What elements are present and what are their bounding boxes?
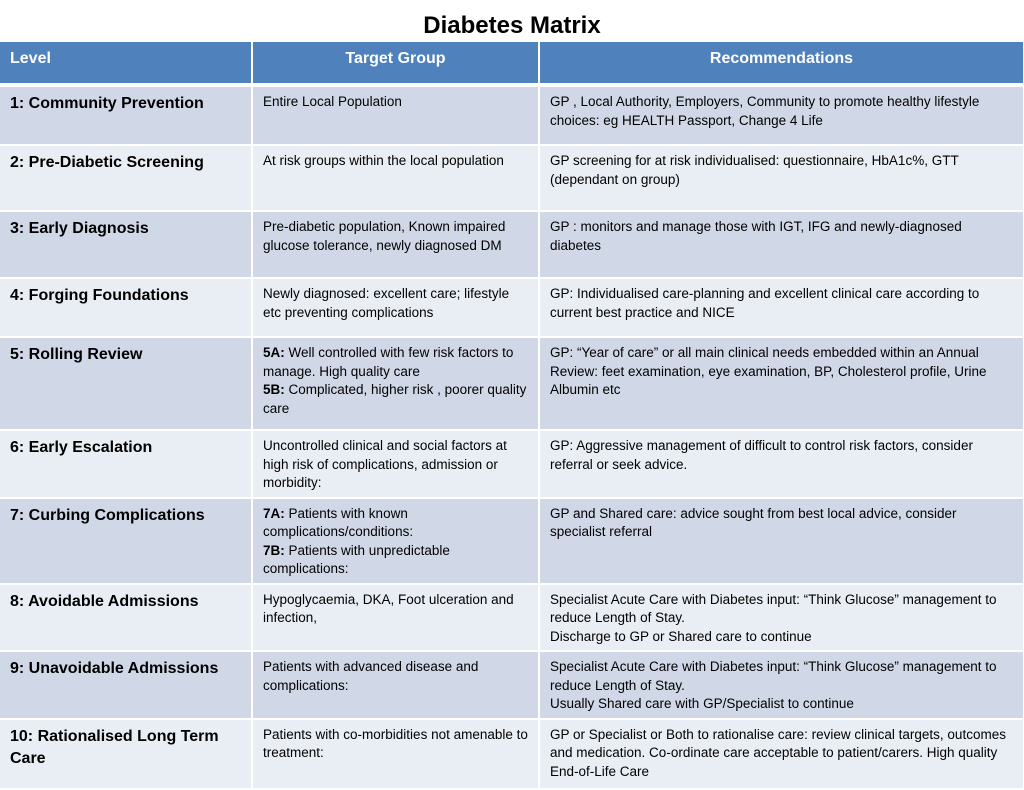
sublevel-label: 7B: bbox=[263, 542, 285, 558]
sublevel-label: 7A: bbox=[263, 505, 285, 521]
table-row bbox=[0, 719, 1024, 789]
table-row bbox=[0, 85, 1024, 145]
header-level: Level bbox=[0, 42, 252, 85]
table-row bbox=[0, 498, 1024, 584]
sublevel-text: Complicated, higher risk , poorer quality care bbox=[263, 382, 527, 416]
row-level: 3: Early Diagnosis bbox=[0, 211, 252, 278]
row-target-group: Newly diagnosed: excellent care; lifestyle etc preventing complications bbox=[252, 278, 539, 337]
row-recommendation: GP screening for at risk individualised: questionnaire, HbA1c%, GTT (dependant on group) bbox=[539, 145, 1024, 211]
row-recommendation: GP or Specialist or Both to rationalise care: review clinical targets, outcomes and medication. Co-ordinate care acceptable to patient/carers. High quality End-of-Life Care bbox=[539, 719, 1024, 789]
table-header-row bbox=[0, 42, 1024, 85]
row-target-group: Entire Local Population bbox=[252, 85, 539, 145]
row-recommendation bbox=[539, 584, 1024, 652]
table-row bbox=[0, 337, 1024, 430]
row-target-group bbox=[252, 498, 539, 584]
table-row bbox=[0, 584, 1024, 652]
row-target-group: Uncontrolled clinical and social factors at high risk of complications, admission or morbidity: bbox=[252, 430, 539, 498]
row-target-group: Pre-diabetic population, Known impaired glucose tolerance, newly diagnosed DM bbox=[252, 211, 539, 278]
row-level: 8: Avoidable Admissions bbox=[0, 584, 252, 652]
header-target-group: Target Group bbox=[252, 42, 539, 85]
row-level: 7: Curbing Complications bbox=[0, 498, 252, 584]
row-target-group bbox=[252, 337, 539, 430]
row-level: 9: Unavoidable Admissions bbox=[0, 651, 252, 719]
recommendation-line: Discharge to GP or Shared care to continue bbox=[550, 628, 812, 644]
page-title: Diabetes Matrix bbox=[423, 12, 601, 39]
sublevel-label: 5B: bbox=[263, 382, 285, 397]
row-level: 1: Community Prevention bbox=[0, 85, 252, 145]
sublevel-text: Patients with unpredictable complications: bbox=[263, 542, 450, 576]
row-recommendation bbox=[539, 651, 1024, 719]
row-target-group: Patients with advanced disease and complications: bbox=[252, 651, 539, 719]
recommendation-line: Specialist Acute Care with Diabetes input: “Think Glucose” management to reduce Length of Stay. bbox=[550, 659, 997, 693]
sublevel-label: 5A: bbox=[263, 345, 285, 360]
recommendation-line: Specialist Acute Care with Diabetes input: “Think Glucose” management to reduce Length of Stay. bbox=[550, 591, 997, 625]
row-recommendation: GP : monitors and manage those with IGT, IFG and newly-diagnosed diabetes bbox=[539, 211, 1024, 278]
diabetes-matrix-table bbox=[0, 42, 1024, 790]
row-level: 6: Early Escalation bbox=[0, 430, 252, 498]
table-row bbox=[0, 278, 1024, 337]
row-target-group: At risk groups within the local population bbox=[252, 145, 539, 211]
row-target-group: Patients with co-morbidities not amenable to treatment: bbox=[252, 719, 539, 789]
table-row bbox=[0, 145, 1024, 211]
table-row bbox=[0, 651, 1024, 719]
row-recommendation: GP and Shared care: advice sought from best local advice, consider specialist referral bbox=[539, 498, 1024, 584]
header-recommendations: Recommendations bbox=[539, 42, 1024, 85]
row-level: 10: Rationalised Long Term Care bbox=[0, 719, 252, 789]
row-level: 4: Forging Foundations bbox=[0, 278, 252, 337]
table-row bbox=[0, 211, 1024, 278]
row-level: 5: Rolling Review bbox=[0, 337, 252, 430]
row-recommendation: GP: Aggressive management of difficult to control risk factors, consider referral or seek advice. bbox=[539, 430, 1024, 498]
row-target-group: Hypoglycaemia, DKA, Foot ulceration and infection, bbox=[252, 584, 539, 652]
row-recommendation: GP: Individualised care-planning and excellent clinical care according to current best practice and NICE bbox=[539, 278, 1024, 337]
row-level: 2: Pre-Diabetic Screening bbox=[0, 145, 252, 211]
table-row bbox=[0, 430, 1024, 498]
recommendation-line: Usually Shared care with GP/Specialist to continue bbox=[550, 696, 854, 711]
sublevel-text: Well controlled with few risk factors to manage. High quality care bbox=[263, 345, 514, 379]
row-recommendation: GP , Local Authority, Employers, Community to promote healthy lifestyle choices: eg HEALTH Passport, Change 4 Life bbox=[539, 85, 1024, 145]
row-recommendation: GP: “Year of care” or all main clinical needs embedded within an Annual Review: feet examination, eye examination, BP, Cholesterol profile, Urine Albumin etc bbox=[539, 337, 1024, 430]
sublevel-text: Patients with known complications/conditions: bbox=[263, 505, 414, 539]
